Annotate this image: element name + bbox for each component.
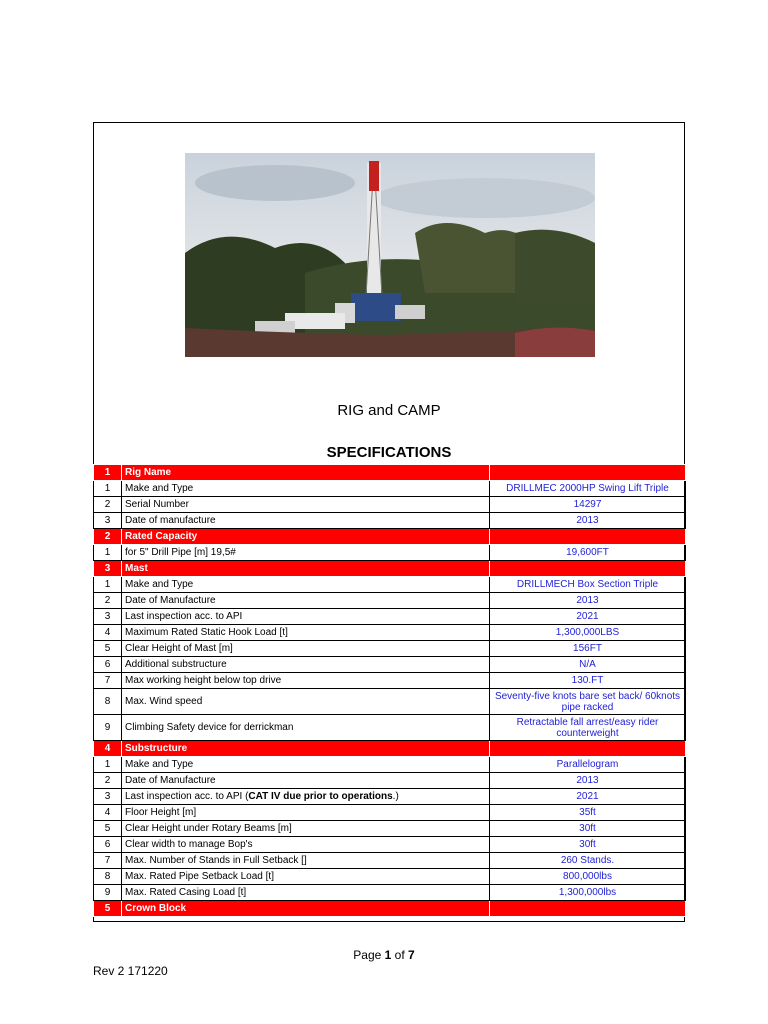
spec-row bbox=[94, 853, 686, 869]
section-header-row bbox=[94, 901, 686, 917]
rig-photo bbox=[185, 153, 595, 357]
section-title: Rated Capacity bbox=[122, 529, 490, 545]
spec-value: 1,300,000lbs bbox=[490, 885, 686, 901]
spec-value: DRILLMECH Box Section Triple bbox=[490, 577, 686, 593]
spec-row bbox=[94, 715, 686, 741]
spec-value: Retractable fall arrest/easy rider counterweight bbox=[490, 715, 686, 741]
spec-label-text: Date of Manufacture bbox=[125, 775, 216, 786]
row-number: 2 bbox=[94, 593, 122, 609]
spec-label-text: Last inspection acc. to API ( bbox=[125, 791, 249, 802]
spec-row bbox=[94, 657, 686, 673]
spec-label bbox=[122, 625, 490, 641]
row-number: 3 bbox=[94, 513, 122, 529]
spec-label bbox=[122, 497, 490, 513]
row-number: 7 bbox=[94, 673, 122, 689]
row-number: 2 bbox=[94, 773, 122, 789]
spec-row bbox=[94, 773, 686, 789]
spec-value: 19,600FT bbox=[490, 545, 686, 561]
spec-label bbox=[122, 641, 490, 657]
row-number: 1 bbox=[94, 757, 122, 773]
section-title: Crown Block bbox=[122, 901, 490, 917]
spec-row bbox=[94, 593, 686, 609]
spec-label-text: Make and Type bbox=[125, 759, 194, 770]
spec-value: 35ft bbox=[490, 805, 686, 821]
spec-row bbox=[94, 805, 686, 821]
section-header-row bbox=[94, 561, 686, 577]
spec-label-text: Max. Rated Casing Load [t] bbox=[125, 887, 247, 898]
section-title: Rig Name bbox=[122, 465, 490, 481]
section-header-row bbox=[94, 741, 686, 757]
spec-row bbox=[94, 497, 686, 513]
spec-label-text: Date of Manufacture bbox=[125, 595, 216, 606]
spec-label-text: Clear Height of Mast [m] bbox=[125, 643, 233, 654]
spec-label bbox=[122, 821, 490, 837]
spec-label-text: Max. Rated Pipe Setback Load [t] bbox=[125, 871, 274, 882]
spec-value: 2021 bbox=[490, 789, 686, 805]
spec-row bbox=[94, 689, 686, 715]
section-number: 5 bbox=[94, 901, 122, 917]
spec-label bbox=[122, 853, 490, 869]
spec-label bbox=[122, 789, 490, 805]
section-header-row bbox=[94, 465, 686, 481]
spec-label-tail: .) bbox=[392, 791, 399, 802]
spec-label-text: Make and Type bbox=[125, 579, 194, 590]
row-number: 7 bbox=[94, 853, 122, 869]
spec-label-emphasis: CAT IV due prior to operations bbox=[248, 791, 393, 802]
spec-value: Seventy-five knots bare set back/ 60knots pipe racked bbox=[490, 689, 686, 715]
spec-label-text: for 5" Drill Pipe [m] 19,5# bbox=[125, 547, 236, 558]
spec-label-text: Clear width to manage Bop's bbox=[125, 839, 253, 850]
spec-label bbox=[122, 577, 490, 593]
row-number: 4 bbox=[94, 805, 122, 821]
spec-label-text: Climbing Safety device for derrickman bbox=[125, 722, 294, 733]
doc-subtitle: SPECIFICATIONS bbox=[326, 444, 452, 461]
spec-label bbox=[122, 593, 490, 609]
doc-title: RIG and CAMP bbox=[337, 402, 441, 419]
spec-value: DRILLMEC 2000HP Swing Lift Triple bbox=[490, 481, 686, 497]
spec-label bbox=[122, 545, 490, 561]
row-number: 6 bbox=[94, 837, 122, 853]
spec-value: 2021 bbox=[490, 609, 686, 625]
row-number: 9 bbox=[94, 885, 122, 901]
spec-label bbox=[122, 869, 490, 885]
row-number: 8 bbox=[94, 869, 122, 885]
spec-label bbox=[122, 689, 490, 715]
row-number: 2 bbox=[94, 497, 122, 513]
row-number: 5 bbox=[94, 821, 122, 837]
spec-label bbox=[122, 673, 490, 689]
spec-label-text: Maximum Rated Static Hook Load [t] bbox=[125, 627, 288, 638]
spec-value: 800,000lbs bbox=[490, 869, 686, 885]
spec-label bbox=[122, 481, 490, 497]
section-header-row bbox=[94, 529, 686, 545]
spec-row bbox=[94, 757, 686, 773]
spec-row bbox=[94, 513, 686, 529]
spec-row bbox=[94, 609, 686, 625]
section-spacer bbox=[490, 561, 686, 577]
spec-row bbox=[94, 641, 686, 657]
row-number: 9 bbox=[94, 715, 122, 741]
spec-label-text: Serial Number bbox=[125, 499, 189, 510]
section-number: 3 bbox=[94, 561, 122, 577]
spec-label bbox=[122, 715, 490, 741]
section-spacer bbox=[490, 465, 686, 481]
revision-label: Rev 2 171220 bbox=[93, 964, 168, 978]
spec-value: 14297 bbox=[490, 497, 686, 513]
spec-row bbox=[94, 869, 686, 885]
spec-row bbox=[94, 577, 686, 593]
specifications-table bbox=[93, 464, 686, 917]
spec-label-text: Last inspection acc. to API bbox=[125, 611, 243, 622]
spec-row bbox=[94, 673, 686, 689]
spec-label bbox=[122, 757, 490, 773]
spec-value: 2013 bbox=[490, 513, 686, 529]
row-number: 1 bbox=[94, 545, 122, 561]
spec-value: 2013 bbox=[490, 773, 686, 789]
spec-row bbox=[94, 837, 686, 853]
row-number: 5 bbox=[94, 641, 122, 657]
section-spacer bbox=[490, 741, 686, 757]
section-number: 2 bbox=[94, 529, 122, 545]
spec-label-text: Clear Height under Rotary Beams [m] bbox=[125, 823, 292, 834]
spec-value: N/A bbox=[490, 657, 686, 673]
section-title: Substructure bbox=[122, 741, 490, 757]
spec-label bbox=[122, 657, 490, 673]
spec-row bbox=[94, 789, 686, 805]
spec-label bbox=[122, 837, 490, 853]
spec-value: Parallelogram bbox=[490, 757, 686, 773]
page-number: 1 bbox=[384, 948, 392, 962]
row-number: 8 bbox=[94, 689, 122, 715]
row-number: 1 bbox=[94, 481, 122, 497]
section-title: Mast bbox=[122, 561, 490, 577]
row-number: 6 bbox=[94, 657, 122, 673]
spec-label-text: Max. Number of Stands in Full Setback [] bbox=[125, 855, 307, 866]
spec-label-text: Max. Wind speed bbox=[125, 696, 203, 707]
spec-label-text: Date of manufacture bbox=[125, 515, 216, 526]
spec-row bbox=[94, 545, 686, 561]
section-number: 4 bbox=[94, 741, 122, 757]
page-total: 7 bbox=[408, 948, 415, 962]
spec-label-text: Max working height below top drive bbox=[125, 675, 282, 686]
spec-value: 30ft bbox=[490, 821, 686, 837]
section-spacer bbox=[490, 529, 686, 545]
page-footer: Page 1 of 7 bbox=[353, 948, 415, 962]
spec-row bbox=[94, 625, 686, 641]
spec-label bbox=[122, 805, 490, 821]
spec-label bbox=[122, 609, 490, 625]
spec-value: 156FT bbox=[490, 641, 686, 657]
row-number: 1 bbox=[94, 577, 122, 593]
spec-label-text: Make and Type bbox=[125, 483, 194, 494]
spec-row bbox=[94, 885, 686, 901]
row-number: 3 bbox=[94, 609, 122, 625]
spec-value: 1,300,000LBS bbox=[490, 625, 686, 641]
spec-label bbox=[122, 773, 490, 789]
spec-row bbox=[94, 481, 686, 497]
spec-value: 130.FT bbox=[490, 673, 686, 689]
section-number: 1 bbox=[94, 465, 122, 481]
section-spacer bbox=[490, 901, 686, 917]
spec-value: 260 Stands. bbox=[490, 853, 686, 869]
row-number: 3 bbox=[94, 789, 122, 805]
spec-label bbox=[122, 513, 490, 529]
row-number: 4 bbox=[94, 625, 122, 641]
spec-label bbox=[122, 885, 490, 901]
spec-value: 2013 bbox=[490, 593, 686, 609]
spec-label-text: Floor Height [m] bbox=[125, 807, 197, 818]
spec-label-text: Additional substructure bbox=[125, 659, 227, 670]
spec-value: 30ft bbox=[490, 837, 686, 853]
spec-row bbox=[94, 821, 686, 837]
